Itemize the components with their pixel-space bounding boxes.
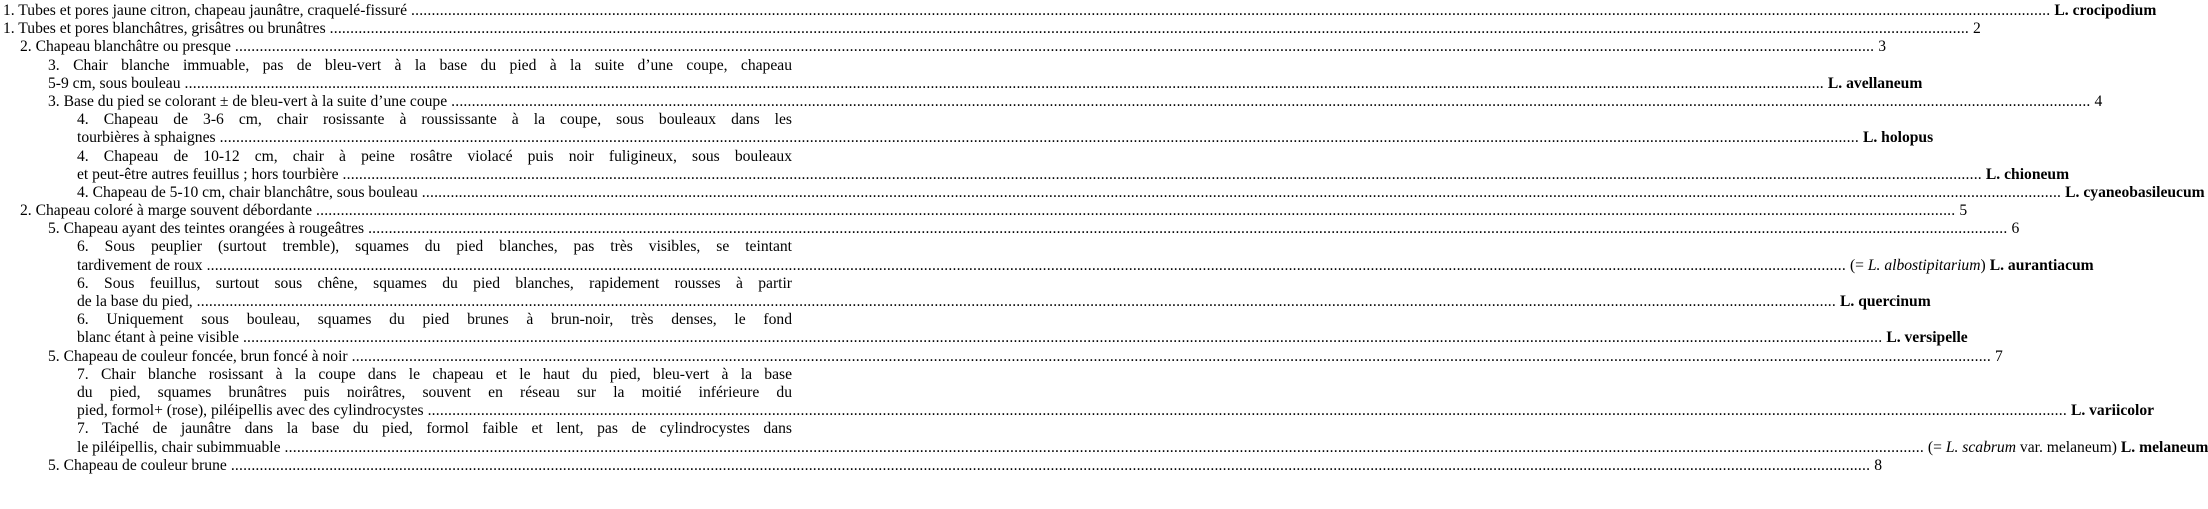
synonym-note-prefix: (= [1927, 438, 1946, 456]
key-entry [0, 365, 2155, 421]
key-entry-text: de la base du pied, [77, 293, 193, 310]
species-result: L. versipelle [1886, 329, 1968, 347]
leader-dots: ................................................................................................................................................................................................................................................................................................................................................................................................................ [219, 129, 1859, 147]
species-result: L. variicolor [2070, 402, 2155, 420]
key-entry-text: 5. Chapeau de couleur foncée, brun foncé à noir [48, 347, 348, 365]
species-result: L. melaneum [2120, 438, 2208, 456]
key-entry [0, 274, 1931, 311]
key-entry-text: 5. Chapeau de couleur brune [48, 456, 227, 474]
key-entry-text: pied, formol+ (rose), piléipellis avec des cylindrocystes [77, 402, 424, 420]
key-entry [0, 20, 1981, 38]
synonym-note-suffix: ) [1980, 256, 1986, 274]
key-entry [0, 311, 1968, 347]
key-entry-line: 4. Chapeau de 10-12 cm, chair à peine rosâtre violacé puis noir fuligineux, sous bouleaux [77, 147, 792, 165]
key-entry [0, 111, 1934, 147]
key-entry-text: et peut-être autres feuillus ; hors tourbière [77, 165, 339, 183]
key-entry-line: du pied, squames brunâtres puis noirâtres, souvent en réseau sur la moitié inférieure du [77, 383, 792, 401]
key-entry-text: blanc étant à peine visible [77, 329, 239, 347]
leader-dots: ................................................................................................................................................................................................................................................................................................................................................................................................................ [206, 256, 1846, 274]
key-entry [0, 220, 2020, 238]
couplet-reference: 6 [2011, 220, 2020, 238]
leader-dots: ................................................................................................................................................................................................................................................................................................................................................................................................................ [316, 202, 1956, 220]
leader-dots: ................................................................................................................................................................................................................................................................................................................................................................................................................ [184, 74, 1824, 92]
synonym-name: L. albostipitarium [1867, 256, 1981, 274]
key-entry-text: 4. Chapeau de 5-10 cm, chair blanchâtre, sous bouleau [77, 183, 418, 201]
species-result: L. avellaneum [1827, 74, 1923, 92]
key-entry [0, 92, 2103, 111]
couplet-reference: 5 [1959, 202, 1968, 220]
leader-dots: ................................................................................................................................................................................................................................................................................................................................................................................................................ [284, 438, 1924, 456]
species-result: L. crocipodium [2054, 2, 2157, 19]
key-entry-text: le piléipellis, chair subimmuable [77, 438, 281, 456]
leader-dots: ................................................................................................................................................................................................................................................................................................................................................................................................................ [230, 456, 1871, 474]
key-entry [0, 456, 1882, 475]
key-entry-line: 7. Taché de jaunâtre dans la base du pied, formol faible et lent, pas de cylindrocystes dans [77, 420, 792, 438]
key-entry-line: 7. Chair blanche rosissant à la coupe dans le chapeau et le haut du pied, bleu-vert à la base [77, 365, 792, 383]
couplet-reference: 4 [2094, 92, 2103, 110]
key-entry [0, 56, 1923, 93]
key-entry [0, 347, 2003, 366]
species-result: L. aurantiacum [1989, 256, 2094, 274]
key-entry-text: 2. Chapeau blanchâtre ou presque [20, 38, 231, 56]
key-entry-text: 5-9 cm, sous bouleau [48, 74, 181, 92]
leader-dots: ................................................................................................................................................................................................................................................................................................................................................................................................................ [196, 293, 1836, 310]
key-entry-text: tardivement de roux [77, 256, 203, 274]
species-result: L. chioneum [1985, 165, 2070, 183]
key-entry [0, 202, 1968, 220]
leader-dots: ................................................................................................................................................................................................................................................................................................................................................................................................................ [329, 20, 1970, 38]
couplet-reference: 7 [1995, 347, 2003, 365]
leader-dots: ................................................................................................................................................................................................................................................................................................................................................................................................................ [368, 220, 2008, 238]
key-entry-line: 4. Chapeau de 3-6 cm, chair rosissante à roussissante à la coupe, sous bouleaux dans les [77, 111, 792, 129]
key-entry-text: 2. Chapeau coloré à marge souvent débordante [20, 202, 312, 220]
leader-dots: ................................................................................................................................................................................................................................................................................................................................................................................................................ [427, 402, 2067, 420]
key-entry [0, 38, 1887, 56]
synonym-name: L. scabrum [1945, 438, 2016, 456]
key-entry [0, 183, 2205, 202]
leader-dots: ................................................................................................................................................................................................................................................................................................................................................................................................................ [421, 183, 2062, 201]
key-entry-text: tourbières à sphaignes [77, 129, 216, 147]
key-entry [0, 238, 2094, 274]
key-entry-line: 6. Uniquement sous bouleau, squames du pied brunes à brun-noir, très denses, le fond [77, 311, 792, 329]
leader-dots: ................................................................................................................................................................................................................................................................................................................................................................................................................ [242, 329, 1883, 347]
key-entry-line: 6. Sous peuplier (surtout tremble), squames du pied blanches, pas très visibles, se teintant [77, 238, 792, 256]
key-entry-line: 6. Sous feuillus, surtout sous chêne, squames du pied blanches, rapidement rousses à partir [77, 274, 792, 292]
couplet-reference: 3 [1878, 38, 1887, 56]
key-entry [0, 420, 2208, 456]
leader-dots: ................................................................................................................................................................................................................................................................................................................................................................................................................ [351, 347, 1991, 365]
key-entry-text: 1. Tubes et pores blanchâtres, grisâtres ou brunâtres [3, 20, 326, 38]
synonym-note [1850, 257, 1986, 275]
leader-dots: ................................................................................................................................................................................................................................................................................................................................................................................................................ [411, 2, 2051, 19]
leader-dots: ................................................................................................................................................................................................................................................................................................................................................................................................................ [342, 165, 1982, 183]
key-entry-text: 3. Base du pied se colorant ± de bleu-vert à la suite d’une coupe [48, 92, 448, 110]
couplet-reference: 2 [1973, 20, 1981, 38]
synonym-note-suffix: var. melaneum) [2016, 438, 2117, 456]
species-result: L. quercinum [1840, 293, 1931, 310]
leader-dots: ................................................................................................................................................................................................................................................................................................................................................................................................................ [451, 92, 2091, 110]
key-entry-line: 3. Chair blanche immuable, pas de bleu-vert à la base du pied à la suite d’une coupe, chapeau [48, 56, 792, 74]
couplet-reference: 8 [1874, 456, 1882, 474]
synonym-note [1928, 439, 2117, 457]
synonym-note-prefix: (= [1849, 256, 1868, 274]
key-entry [0, 147, 2070, 184]
species-result: L. cyaneobasileucum [2065, 183, 2205, 201]
species-result: L. holopus [1862, 129, 1934, 147]
key-entry [0, 2, 2157, 20]
key-entry-text: 5. Chapeau ayant des teintes orangées à rougeâtres [48, 220, 365, 238]
leader-dots: ................................................................................................................................................................................................................................................................................................................................................................................................................ [234, 38, 1875, 56]
key-entry-text: 1. Tubes et pores jaune citron, chapeau jaunâtre, craquelé-fissuré [3, 2, 407, 19]
